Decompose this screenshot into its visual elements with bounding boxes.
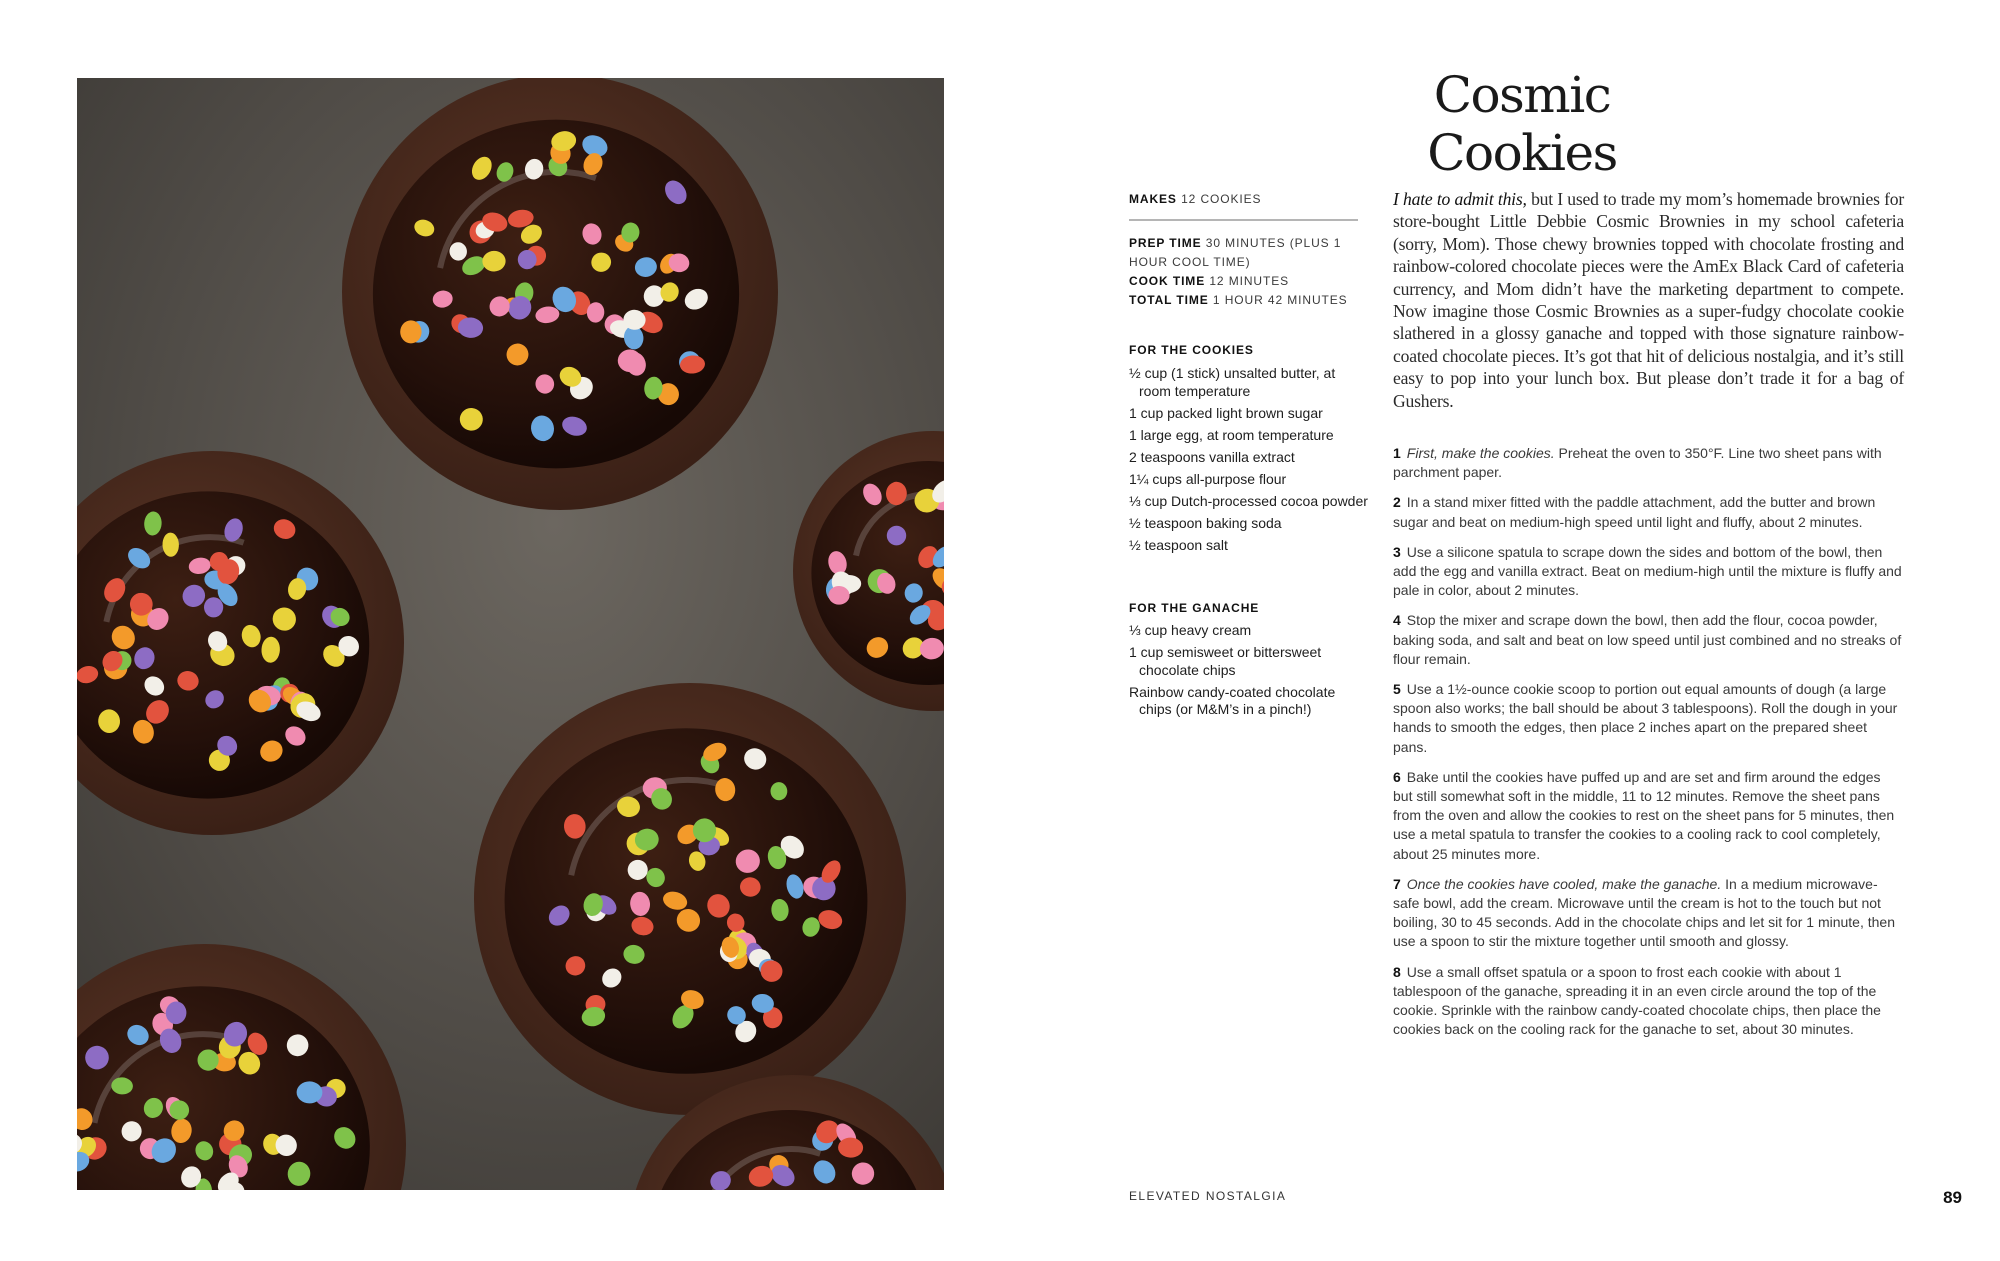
cookies-ingredients-heading: FOR THE COOKIES (1129, 343, 1254, 357)
makes-label: MAKES (1129, 192, 1177, 206)
cookies-illustration (77, 78, 944, 1190)
step-lead: Once the cookies have cooled, make the ganache. (1406, 875, 1722, 892)
prep-time (1129, 234, 1359, 272)
step-number: 5 (1393, 681, 1401, 698)
total-time-value: 1 HOUR 42 MINUTES (1212, 293, 1348, 307)
step-number: 4 (1393, 612, 1401, 629)
recipe-title: Cosmic Cookies (1427, 66, 1617, 182)
step-item (1393, 680, 1903, 757)
ganache-ingredients-heading: FOR THE GANACHE (1129, 601, 1260, 615)
step-item (1393, 768, 1903, 864)
ingredient-item: 1 cup semisweet or bittersweet chocolate chips (1129, 644, 1322, 678)
sprinkle (204, 597, 223, 617)
cookies-photo (77, 78, 944, 1190)
sprinkle (400, 320, 421, 343)
method-steps (1393, 444, 1903, 1050)
ganache-ingredients-list (1129, 622, 1369, 723)
time-info (1129, 234, 1359, 310)
intro-lead: I hate to admit this, (1393, 189, 1527, 209)
step-number: 3 (1393, 543, 1401, 560)
step-item (1393, 875, 1903, 952)
divider (1129, 219, 1358, 221)
step-number: 7 (1393, 875, 1401, 892)
intro-body: but I used to trade my mom’s homemade brownies for store-bought Little Debbie Cosmic Brownies in my school cafeteria (sorry, Mom). Those chewy brownies topped with chocolate frosting and rainbow-colored chocolate pieces were the AmEx Black Card of cafeteria currency, and Mom didn’t have the marketing department to compete. Now imagine those Cosmic Brownies as a super-fudgy chocolate cookie slathered in a glossy ganache and topped with those signature rainbow-coated chocolate pieces. It’s got that hit of delicious nostalgia, and it’s still easy to pop into your lunch box. But please don’t trade it for a bag of Gushers. (1393, 189, 1904, 411)
cook-time-label: COOK TIME (1129, 274, 1206, 288)
step-item (1393, 543, 1903, 601)
ingredient-item: ⅓ cup Dutch-processed cocoa powder (1129, 492, 1368, 509)
total-time-label: TOTAL TIME (1129, 293, 1209, 307)
ingredient-item: 1 large egg, at room temperature (1129, 426, 1334, 443)
step-text: Use a silicone spatula to scrape down the sides and bottom of the bowl, then add the egg and vanilla extract. Beat on medium-high until the mixture is fluffy and pale in color, about 2 minutes. (1393, 543, 1902, 599)
cookie (342, 78, 778, 510)
ingredient-item: 2 teaspoons vanilla extract (1129, 448, 1295, 465)
step-text: In a medium microwave-safe bowl, add the cream. Microwave until the cream is hot to the touch but not boiling, 30 to 45 seconds. Add in the chocolate chips and let sit for 1 minute, then use a spoon to stir the mixture together until smooth and glossy. (1393, 875, 1895, 950)
step-number: 6 (1393, 768, 1401, 785)
recipe-intro (1393, 188, 1904, 412)
prep-time-value: 30 MINUTES (PLUS 1 HOUR COOL TIME) (1129, 236, 1342, 269)
step-item (1393, 611, 1903, 669)
total-time (1129, 291, 1359, 310)
step-number: 8 (1393, 963, 1401, 980)
step-text: Preheat the oven to 350°F. Line two sheet pans with parchment paper. (1393, 445, 1882, 481)
section-footer: ELEVATED NOSTALGIA (1129, 1189, 1287, 1203)
ingredient-item: ⅓ cup heavy cream (1129, 622, 1252, 638)
prep-time-label: PREP TIME (1129, 236, 1202, 250)
ingredient-item: ½ teaspoon baking soda (1129, 515, 1282, 532)
step-item (1393, 963, 1903, 1040)
step-item (1393, 493, 1903, 531)
cookie (474, 683, 906, 1115)
ingredient-item: Rainbow candy-coated chocolate chips (or M&M’s in a pinch!) (1129, 683, 1336, 718)
makes-value: 12 COOKIES (1181, 192, 1262, 206)
step-text: Stop the mixer and scrape down the bowl, then add the flour, cocoa powder, baking soda, and salt and beat on low speed until just combined and no streaks of flour remain. (1393, 612, 1902, 667)
ingredient-item: 1¼ cups all-purpose flour (1129, 470, 1287, 487)
ingredient-item: 1 cup packed light brown sugar (1129, 404, 1323, 421)
step-number: 2 (1393, 494, 1401, 511)
step-number: 1 (1393, 445, 1401, 461)
cookies-ingredients-list (1129, 365, 1369, 559)
step-item (1393, 444, 1903, 482)
ingredient-item: ½ teaspoon salt (1129, 537, 1228, 554)
step-text: Use a small offset spatula or a spoon to frost each cookie with about 1 tablespoon of the ganache, spreading it in an even circle around the top of the cookie. Sprinkle with the rainbow candy-coated chocolate chips, then place the cookies back on the cooling rack for the ganache to set, about 30 minutes. (1393, 963, 1881, 1038)
cook-time (1129, 272, 1359, 291)
step-text: Bake until the cookies have puffed up and are set and firm around the edges but still somewhat soft in the middle, 11 to 12 minutes. Remove the sheet pans from the oven and allow the cookies to rest on the sheet pans for 5 minutes, then use a metal spatula to transfer the cookies to a cooling rack to cool completely, about 25 minutes more. (1393, 768, 1895, 862)
step-lead: First, make the cookies. (1406, 445, 1555, 461)
ingredient-item: ½ cup (1 stick) unsalted butter, at room temperature (1129, 365, 1336, 399)
cook-time-value: 12 MINUTES (1209, 274, 1290, 288)
makes-info (1129, 192, 1359, 206)
step-text: In a stand mixer fitted with the paddle attachment, add the butter and brown sugar and beat on medium-high speed until light and fluffy, about 2 minutes. (1393, 494, 1876, 530)
step-text: Use a 1½-ounce cookie scoop to portion out equal amounts of dough (a large spoon also works; the ball should be about 3 tablespoons). Roll the dough in your hands to smooth the edges, then place 2 inches apart on the prepared sheet pans. (1393, 681, 1898, 755)
page-number: 89 (1943, 1188, 1962, 1207)
